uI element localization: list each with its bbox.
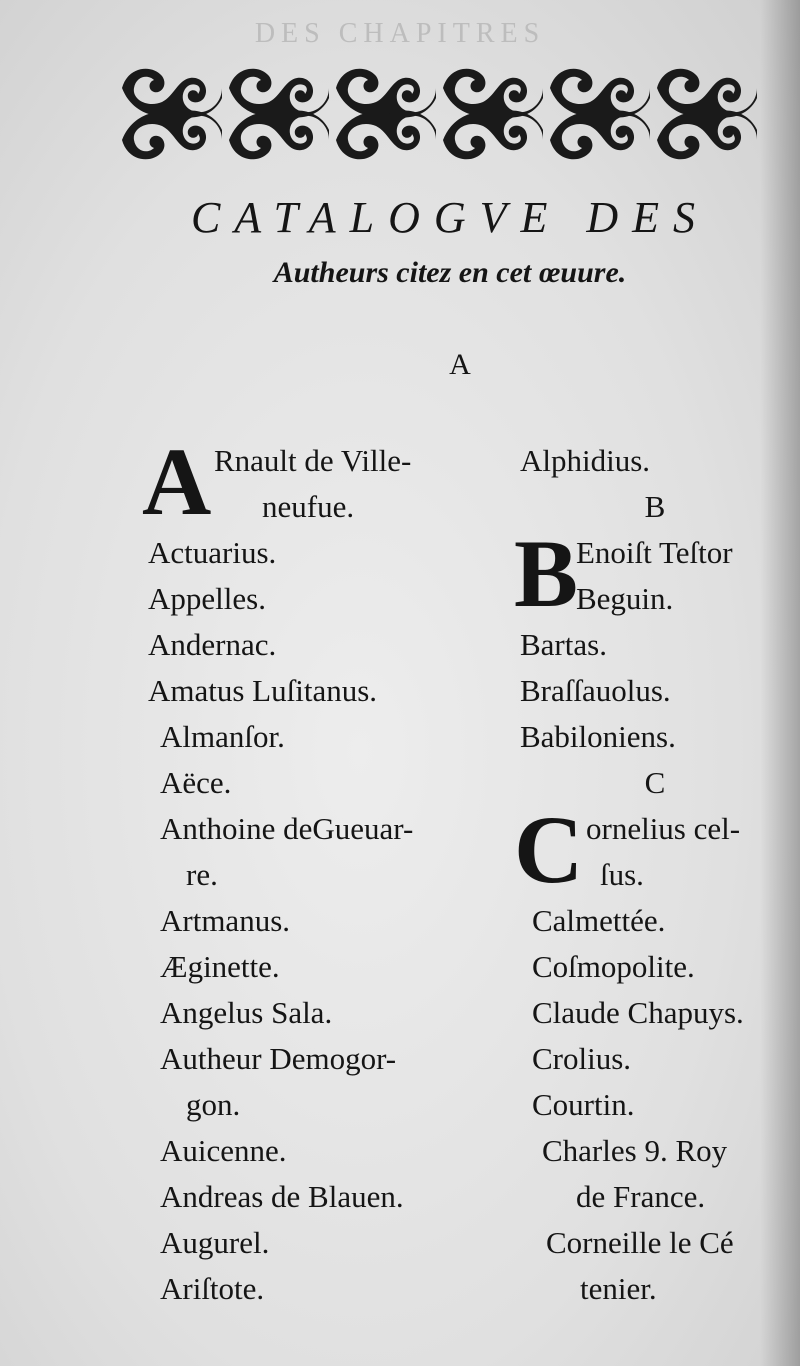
author-entry: Corneille le Cé <box>546 1225 734 1260</box>
author-entry: Alphidius. <box>520 443 651 478</box>
author-entry: Ariſtote. <box>160 1271 265 1306</box>
entry-line: Rnault de Ville- <box>214 443 412 478</box>
dropcap-c: C <box>514 796 584 903</box>
author-entry: Babiloniens. <box>520 719 676 754</box>
page-title: CATALOGVE DES <box>190 193 710 242</box>
author-entry-continued: de France. <box>576 1179 706 1214</box>
bleed-through-header: DES CHAPITRES <box>254 18 546 49</box>
author-entry: Coſmopolite. <box>532 949 695 984</box>
author-entry: Bartas. <box>520 627 607 662</box>
author-entry: Autheur Demogor- <box>160 1041 397 1076</box>
printers-ornament-band <box>118 58 762 170</box>
author-entry: Actuarius. <box>148 535 277 570</box>
entry-line: Beguin. <box>576 581 674 616</box>
entry-line: ornelius cel- <box>586 811 741 846</box>
author-entry: Courtin. <box>532 1087 635 1122</box>
section-heading-a: A <box>449 348 471 381</box>
author-entry: Angelus Sala. <box>160 995 333 1030</box>
author-entry: Calmettée. <box>532 903 666 938</box>
author-entry: Aëce. <box>160 765 232 800</box>
entry-line: ſus. <box>600 857 644 892</box>
author-entry: Artmanus. <box>160 903 291 938</box>
entry-line: neufue. <box>262 489 355 524</box>
dropcap-entry-a <box>142 428 508 535</box>
section-heading-c: C <box>644 765 666 800</box>
author-entry: Crolius. <box>532 1041 632 1076</box>
author-entry: Claude Chapuys. <box>532 995 744 1030</box>
author-entry: Auicenne. <box>160 1133 287 1168</box>
author-entry: Almanſor. <box>160 719 285 754</box>
section-heading-b: B <box>644 489 666 524</box>
author-entry: Appelles. <box>148 581 266 616</box>
author-entry: Anthoine deGueuar- <box>160 811 414 846</box>
author-entry: Andreas de Blauen. <box>160 1179 404 1214</box>
dropcap-b: B <box>514 520 579 627</box>
author-entry: Augurel. <box>160 1225 270 1260</box>
left-column <box>142 428 508 1312</box>
author-entry: Amatus Luſitanus. <box>148 673 378 708</box>
author-entry: Andernac. <box>148 627 277 662</box>
entry-line: Enoiſt Teſtor <box>576 535 733 570</box>
author-entry-continued: tenier. <box>580 1271 657 1306</box>
dropcap-a: A <box>142 428 212 535</box>
dropcap-entry-c <box>514 796 800 903</box>
page-subtitle: Autheurs citez en cet œuure. <box>273 256 627 289</box>
author-entry: Æginette. <box>160 949 280 984</box>
author-entry: Braſſauolus. <box>520 673 671 708</box>
dropcap-entry-b <box>514 520 800 627</box>
right-column <box>514 438 800 1312</box>
author-entry-continued: gon. <box>186 1087 241 1122</box>
author-entry: Charles 9. Roy <box>542 1133 728 1168</box>
author-entry-continued: re. <box>186 857 218 892</box>
